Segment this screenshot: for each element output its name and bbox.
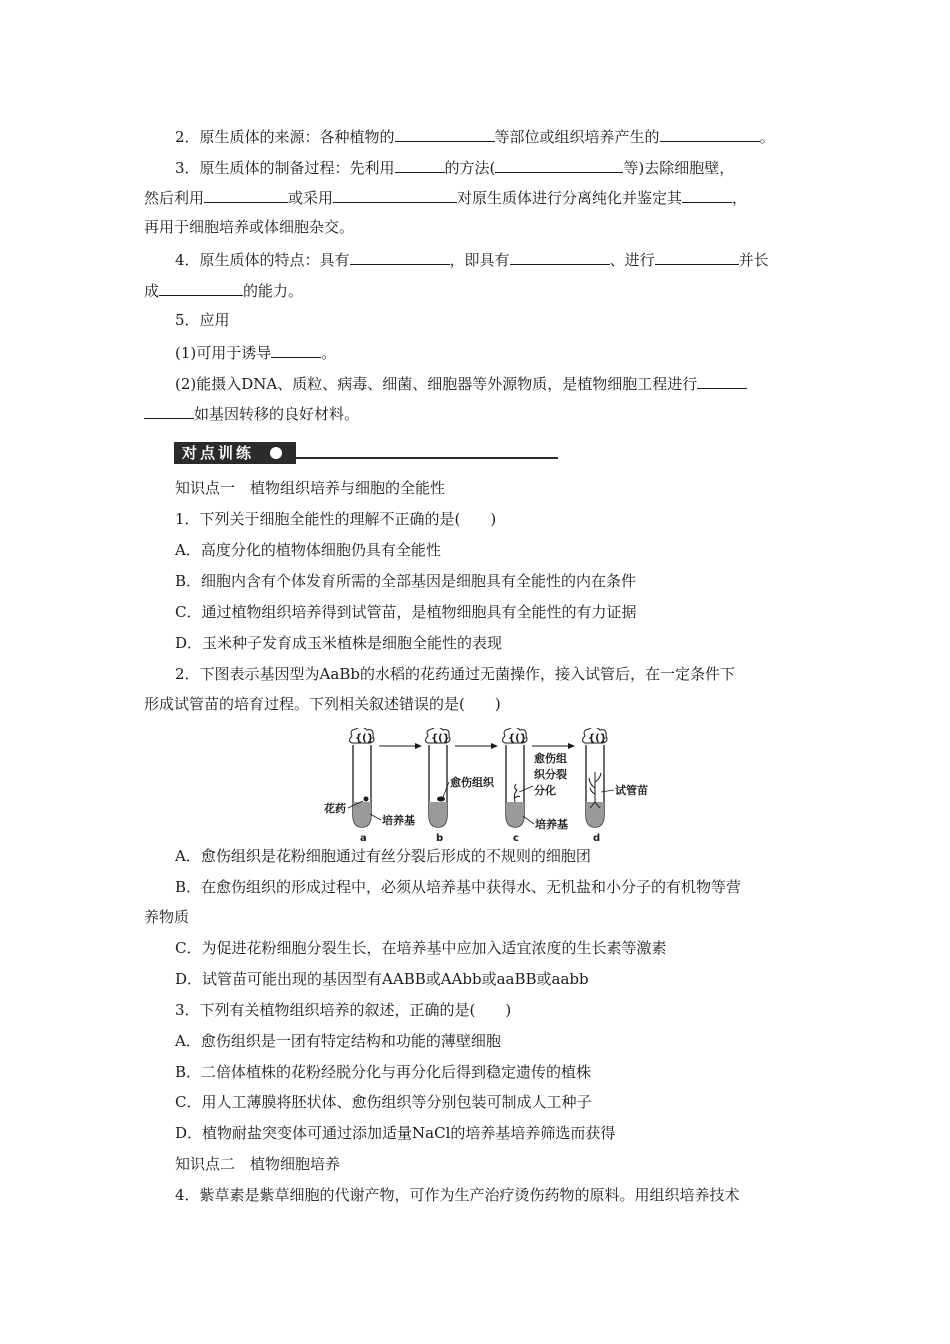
- item-5-sub-2-end: 如基因转移的良好材料。: [194, 405, 360, 423]
- label-anther: 花药: [324, 802, 346, 815]
- fill-blank: [333, 186, 457, 203]
- differentiating-callus: [514, 784, 520, 802]
- banner-title: 对点训练: [182, 444, 255, 462]
- item-4-text-c: 、进行: [609, 251, 655, 269]
- callus-blob: [437, 797, 445, 802]
- label-plantlet: 试管苗: [615, 784, 648, 797]
- test-tube-b: [426, 728, 451, 827]
- tube-letter-c: c: [513, 833, 519, 844]
- test-tube-a: [350, 728, 375, 827]
- question-1-stem: 1．下列关于细胞全能性的理解不正确的是( ): [175, 510, 497, 528]
- item-5-sub-1-text: (1)可用于诱导: [175, 344, 272, 362]
- question-2-stem-line-1: 2．下图表示基因型为AaBb的水稻的花药通过无菌操作，接入试管后，在一定条件下: [175, 665, 735, 683]
- fill-blank: [655, 248, 739, 265]
- item-2-text-b: 等部位或组织培养产生的: [494, 128, 660, 146]
- fill-blank: [495, 156, 623, 173]
- item-4-text-e: 成: [144, 282, 160, 300]
- question-1-option-a: A．高度分化的植物体细胞仍具有全能性: [175, 541, 441, 559]
- test-tube-d: [583, 728, 608, 827]
- section-2-title: 知识点二 植物细胞培养: [175, 1155, 341, 1173]
- question-1-option-b: B．细胞内含有个体发育所需的全部基因是细胞具有全能性的内在条件: [175, 572, 637, 590]
- item-5-sub-2-line-1: [175, 372, 747, 394]
- tissue-culture-figure: [322, 728, 666, 846]
- tube-letter-b: b: [436, 833, 444, 844]
- fill-blank: [697, 372, 747, 389]
- fill-blank: [395, 156, 445, 173]
- item-3-line-3: [144, 217, 354, 237]
- fill-blank: [271, 341, 321, 358]
- label-callus-div-1: 愈伤组: [534, 752, 567, 765]
- item-2-text-a: 2．原生质体的来源：各种植物的: [175, 128, 395, 146]
- item-3-text-c: 等)去除细胞壁，: [623, 159, 735, 177]
- question-3-option-b: B．二倍体植株的花粉经脱分化与再分化后得到稳定遗传的植株: [175, 1063, 592, 1081]
- item-3-text-b: 的方法(: [444, 159, 496, 177]
- question-2-option-b: B．在愈伤组织的形成过程中，必须从培养基中获得水、无机盐和小分子的有机物等营: [175, 878, 742, 896]
- label-medium-a: 培养基: [382, 814, 415, 827]
- svg-text:{(}: {(}: [588, 733, 607, 744]
- question-3-option-d: D．植物耐盐突变体可通过添加适量NaCl的培养基培养筛选而获得: [175, 1124, 616, 1142]
- item-4-text-d: 并长: [738, 251, 769, 269]
- item-4-line-1: [175, 248, 769, 270]
- item-5-title: 5．应用: [175, 311, 230, 329]
- question-2-option-d: D．试管苗可能出现的基因型有AABB或AAbb或aaBB或aabb: [175, 970, 589, 988]
- item-2-text-c: 。: [759, 128, 775, 146]
- item-2-line: [175, 125, 775, 147]
- question-1-option-d: D．玉米种子发育成玉米植株是细胞全能性的表现: [175, 634, 503, 652]
- question-2-stem-line-2: 形成试管苗的培育过程。下列相关叙述错误的是( ): [144, 695, 501, 713]
- question-2-option-c: C．为促进花粉细胞分裂生长，在培养基中应加入适宜浓度的生长素等激素: [175, 939, 667, 957]
- question-2-option-a: A．愈伤组织是花粉细胞通过有丝分裂后形成的不规则的细胞团: [175, 847, 591, 865]
- cotton-plug-label: {(}: [355, 733, 374, 744]
- item-4-line-2: [144, 279, 303, 301]
- section-1-title: 知识点一 植物组织培养与细胞的全能性: [175, 479, 446, 497]
- item-5-sub-2-text: (2)能摄入DNA、质粒、病毒、细菌、细胞器等外源物质，是植物细胞工程进行: [175, 375, 698, 393]
- item-3-text-g: ，: [732, 189, 748, 207]
- tube-letter-a: a: [360, 833, 367, 844]
- question-3-option-a: A．愈伤组织是一团有特定结构和功能的薄壁细胞: [175, 1032, 501, 1050]
- question-3-stem: 3．下列有关植物组织培养的叙述，正确的是( ): [175, 1001, 512, 1019]
- section-banner: [174, 442, 558, 466]
- label-callus-div-3: 分化: [534, 784, 556, 797]
- item-3-text-e: 或采用: [288, 189, 334, 207]
- item-3-text-h: 再用于细胞培养或体细胞杂交。: [144, 218, 355, 236]
- item-3-text-a: 3．原生质体的制备过程：先利用: [175, 159, 395, 177]
- fill-blank: [682, 186, 732, 203]
- tissue-culture-diagram: [322, 728, 666, 846]
- fill-blank: [350, 248, 450, 265]
- fill-blank: [144, 402, 194, 419]
- item-3-text-d: 然后利用: [144, 189, 205, 207]
- item-5-sub-2-line-2: [144, 402, 359, 424]
- question-1-option-c: C．通过植物组织培养得到试管苗，是植物细胞具有全能性的有力证据: [175, 603, 637, 621]
- svg-text:{(}: {(}: [431, 733, 450, 744]
- fill-blank: [204, 186, 288, 203]
- svg-text:{(}: {(}: [508, 733, 527, 744]
- label-callus-div-2: 织分裂: [534, 768, 567, 781]
- fill-blank: [159, 279, 243, 296]
- question-4-stem: 4．紫草素是紫草细胞的代谢产物，可作为生产治疗烫伤药物的原料。用组织培养技术: [175, 1186, 740, 1204]
- test-tube-c: [503, 728, 528, 827]
- item-5-sub-1: [175, 341, 336, 363]
- fill-blank: [510, 248, 610, 265]
- question-2-option-b-cont: 养物质: [144, 908, 190, 926]
- item-4-text-b: ，即具有: [449, 251, 510, 269]
- fill-blank: [660, 125, 760, 142]
- question-3-option-c: C．用人工薄膜将胚状体、愈伤组织等分别包装可制成人工种子: [175, 1093, 592, 1111]
- fill-blank: [395, 125, 495, 142]
- banner-dot-icon: [270, 447, 282, 459]
- item-5-sub-1-end: 。: [321, 344, 337, 362]
- label-medium-c: 培养基: [535, 818, 568, 831]
- item-4-text-a: 4．原生质体的特点：具有: [175, 251, 350, 269]
- banner-rule: [296, 457, 558, 459]
- item-4-text-f: 的能力。: [243, 282, 304, 300]
- item-3-text-f: 对原生质体进行分离纯化并鉴定其: [457, 189, 683, 207]
- item-3-line-2: [144, 186, 747, 208]
- tube-letter-d: d: [593, 833, 601, 844]
- anther-dot: [364, 797, 369, 802]
- label-callus: 愈伤组织: [450, 776, 494, 789]
- item-3-line-1: [175, 156, 734, 178]
